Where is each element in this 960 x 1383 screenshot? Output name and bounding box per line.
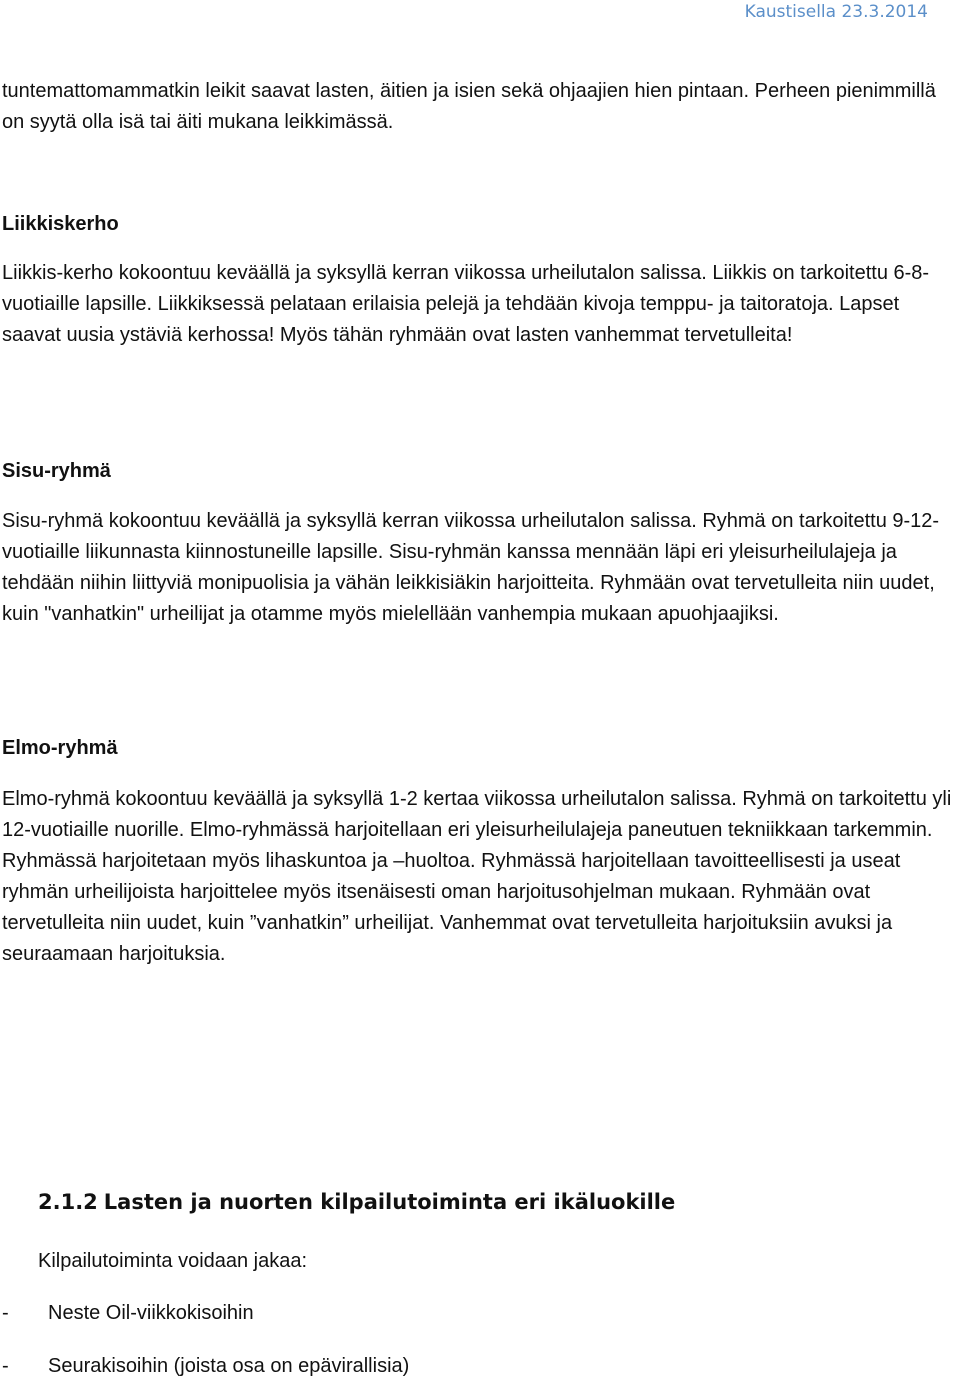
list-item	[2, 1355, 409, 1378]
heading-elmo-ryhma: Elmo-ryhmä	[2, 737, 118, 759]
list-dash: -	[2, 1302, 9, 1324]
paragraph-sisu-ryhma: Sisu-ryhmä kokoontuu keväällä ja syksyllä kerran viikossa urheilutalon salissa. Ryhmä on tarkoitettu 9-12-vuotiaille liikunnasta kiinnostuneille lapsille. Sisu-ryhmän kanssa mennään läpi eri yleisurheilulajeja ja tehdään niihin liittyviä monipuolisia ja vähän leikkisiäkin harjoitteita. Ryhmään ovat tervetulleita niin uudet, kuin "vanhatkin" urheilijat ja otamme myös mielellään vanhempia mukaan apuohjaajiksi.	[2, 510, 940, 625]
section-title: Lasten ja nuorten kilpailutoiminta eri ikäluokille	[103, 1190, 676, 1214]
competition-intro: Kilpailutoiminta voidaan jakaa:	[38, 1250, 308, 1272]
page-header-date: Kaustisella 23.3.2014	[744, 2, 928, 22]
list-item-text: Seurakisoihin (joista osa on epävirallisia)	[48, 1355, 410, 1377]
section-heading-2-1-2	[38, 1190, 675, 1214]
list-item	[2, 1302, 254, 1325]
list-dash: -	[2, 1355, 9, 1377]
heading-sisu-ryhma: Sisu-ryhmä	[2, 460, 111, 482]
paragraph-liikkiskerho: Liikkis-kerho kokoontuu keväällä ja syksyllä kerran viikossa urheilutalon salissa. Liikkis on tarkoitettu 6-8-vuotiaille lapsille. Liikkiksessä pelataan erilaisia pelejä ja tehdään kivoja temppu- ja taitoratoja. Lapset saavat uusia ystäviä kerhossa! Myös tähän ryhmään ovat lasten vanhemmat tervetulleita!	[2, 262, 930, 346]
paragraph-elmo-ryhma: Elmo-ryhmä kokoontuu keväällä ja syksyllä 1-2 kertaa viikossa urheilutalon salissa. Ryhmä on tarkoitettu yli 12-vuotiaille nuorille. Elmo-ryhmässä harjoitellaan eri yleisurheilulajeja paneutuen tekniikkaan tarkemmin. Ryhmässä harjoitetaan myös lihaskuntoa ja –huoltoa. Ryhmässä harjoitellaan tavoitteellisesti ja useat ryhmän urheilijoista harjoittelee myös itsenäisesti oman harjoitusohjelman mukaan. Ryhmään ovat tervetulleita niin uudet, kuin ”vanhatkin” urheilijat. Vanhemmat ovat tervetulleita harjoituksiin avuksi ja seuraamaan harjoituksia.	[2, 788, 952, 965]
section-number: 2.1.2	[38, 1190, 98, 1214]
list-item-text: Neste Oil-viikkokisoihin	[48, 1302, 254, 1324]
intro-paragraph: tuntemattomammatkin leikit saavat lasten, äitien ja isien sekä ohjaajien hien pintaan. Perheen pienimmillä on syytä olla isä tai äiti mukana leikkimässä.	[2, 80, 936, 133]
heading-liikkiskerho: Liikkiskerho	[2, 213, 119, 235]
